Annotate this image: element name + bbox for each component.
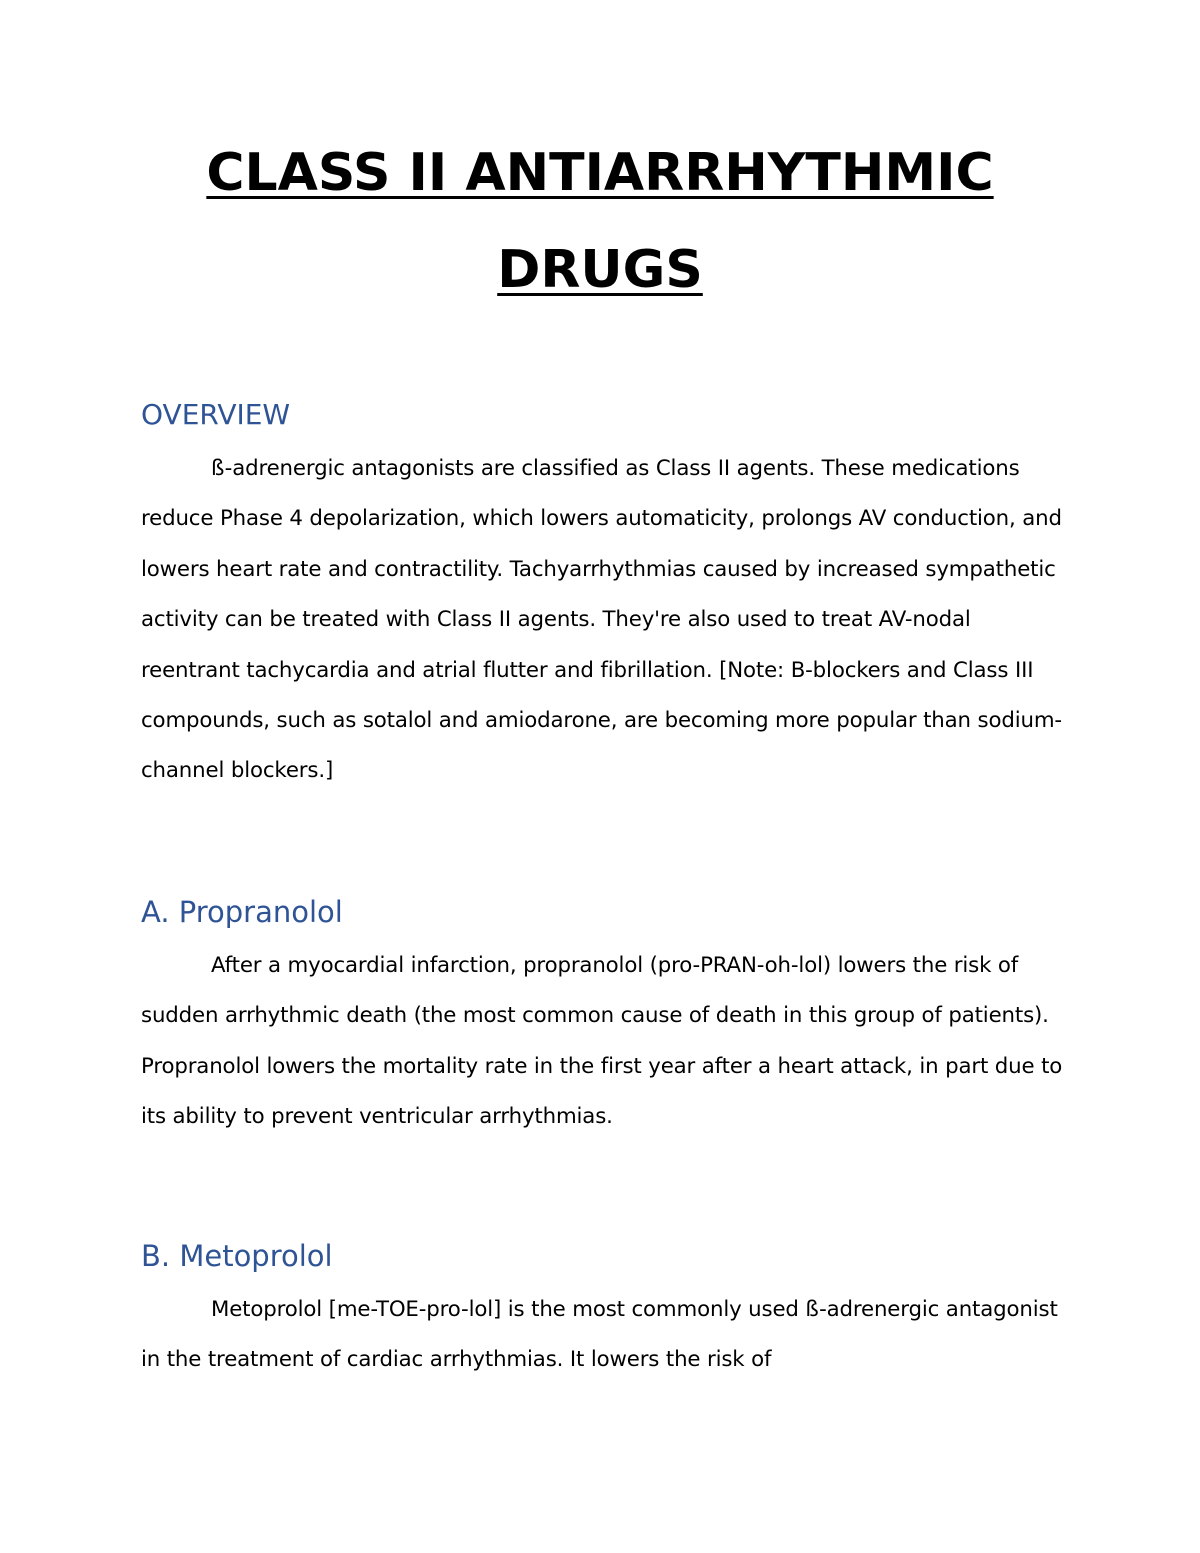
- section-heading-metoprolol: B. Metoprolol: [141, 1239, 333, 1273]
- section-heading-propranolol: A. Propranolol: [141, 895, 343, 929]
- section-heading-overview: OVERVIEW: [141, 398, 291, 431]
- section-body-metoprolol: Metoprolol [me-TOE-pro-lol] is the most commonly used ß-adrenergic antagonist in the treatment of cardiac arrhythmias. It lowers the risk of: [141, 1297, 1058, 1373]
- document-title-line-2: DRUGS: [497, 240, 703, 300]
- section-body-overview: ß-adrenergic antagonists are classified as Class II agents. These medications reduce Phase 4 depolarization, which lowers automaticity, prolongs AV conduction, and lowers heart rate and contractility. Tachyarrhythmias caused by increased sympathetic activity can be treated with Class II agents. They're also used to treat AV-nodal reentrant tachycardia and atrial flutter and fibrillation. [Note: B-blockers and Class III compounds, such as sotalol and amiodarone, are becoming more popular than sodium-channel blockers.]: [141, 456, 1062, 784]
- document-title-line-1: CLASS II ANTIARRHYTHMIC: [206, 143, 994, 203]
- section-body-propranolol: After a myocardial infarction, propranolol (pro-PRAN-oh-lol) lowers the risk of sudden arrhythmic death (the most common cause of death in this group of patients). Propranolol lowers the mortality rate in the first year after a heart attack, in part due to its ability to prevent ventricular arrhythmias.: [141, 953, 1063, 1130]
